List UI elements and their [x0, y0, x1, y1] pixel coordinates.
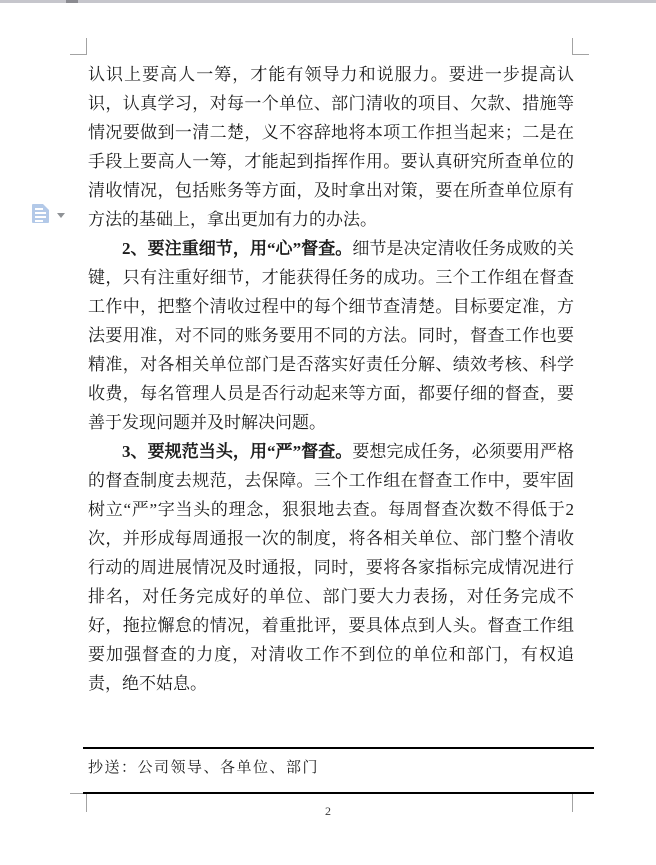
bold-heading-run: 3、要规范当头，用“严”督查。 [122, 442, 353, 461]
text-run: 要想完成任务，必须要用严格的督查制度去规范，去保障。三个工作组在督查工作中，要牢固树立“严”字当头的理念，狠狠地去查。每周督查次数不得低于2次，并形成每周通报一次的制度，将各相关单位、部门整个清收行动的周进展情况及时通报，同时，要将各家指标完成情况进行排名，对任务完成好的单位、部门要大力表扬，对任务完成不好，拖拉懈怠的情况，着重批评，要具体点到人头。督查工作组要加强督查的力度，对清收工作不到位的单位和部门，有权追责，绝不姑息。 [88, 442, 575, 693]
body-paragraph [88, 60, 574, 234]
body-paragraph [88, 437, 574, 698]
paste-options-icon [32, 204, 49, 223]
dropdown-arrow-icon[interactable] [57, 213, 65, 218]
cc-separator-line-top [83, 747, 594, 749]
crop-mark-top-left [70, 54, 86, 55]
cc-line: 抄送：公司领导、各单位、部门 [88, 760, 320, 776]
crop-mark-top-right [573, 54, 589, 55]
crop-mark-top-right [572, 38, 573, 55]
window-top-strip [0, 0, 656, 3]
page-fold [43, 204, 49, 210]
text-run: 认识上要高人一筹，才能有领导力和说服力。要进一步提高认识，认真学习，对每一个单位、部门清收的项目、欠款、措施等情况要做到一清二楚，义不容辞地将本项工作担当起来；二是在手段上要高人一筹，才能起到指挥作用。要认真研究所查单位的清收情况，包括账务等方面，及时拿出对策，要在所查单位原有方法的基础上，拿出更加有力的办法。 [88, 65, 574, 229]
body-paragraph [88, 234, 574, 437]
cc-separator-line-bottom [83, 792, 594, 794]
crop-mark-top-left [86, 38, 87, 55]
bold-heading-run: 2、要注重细节，用“心”督查。 [122, 239, 353, 258]
text-run: 细节是决定清收任务成败的关键，只有注重好细节，才能获得任务的成功。三个工作组在督查工作中，把整个清收过程中的每个细节查清楚。目标要定准，方法要用准，对不同的账务要用不同的方法。同时，督查工作也要精准，对各相关单位部门是否落实好责任分解、绩效考核、科学收费，每名管理人员是否行动起来等方面，都要仔细的督查，要善于发现问题并及时解决问题。 [88, 239, 575, 432]
document-body [88, 60, 574, 698]
page-number: 2 [325, 804, 331, 818]
scroll-thumb[interactable] [66, 0, 78, 3]
paste-options-button[interactable] [30, 203, 68, 227]
